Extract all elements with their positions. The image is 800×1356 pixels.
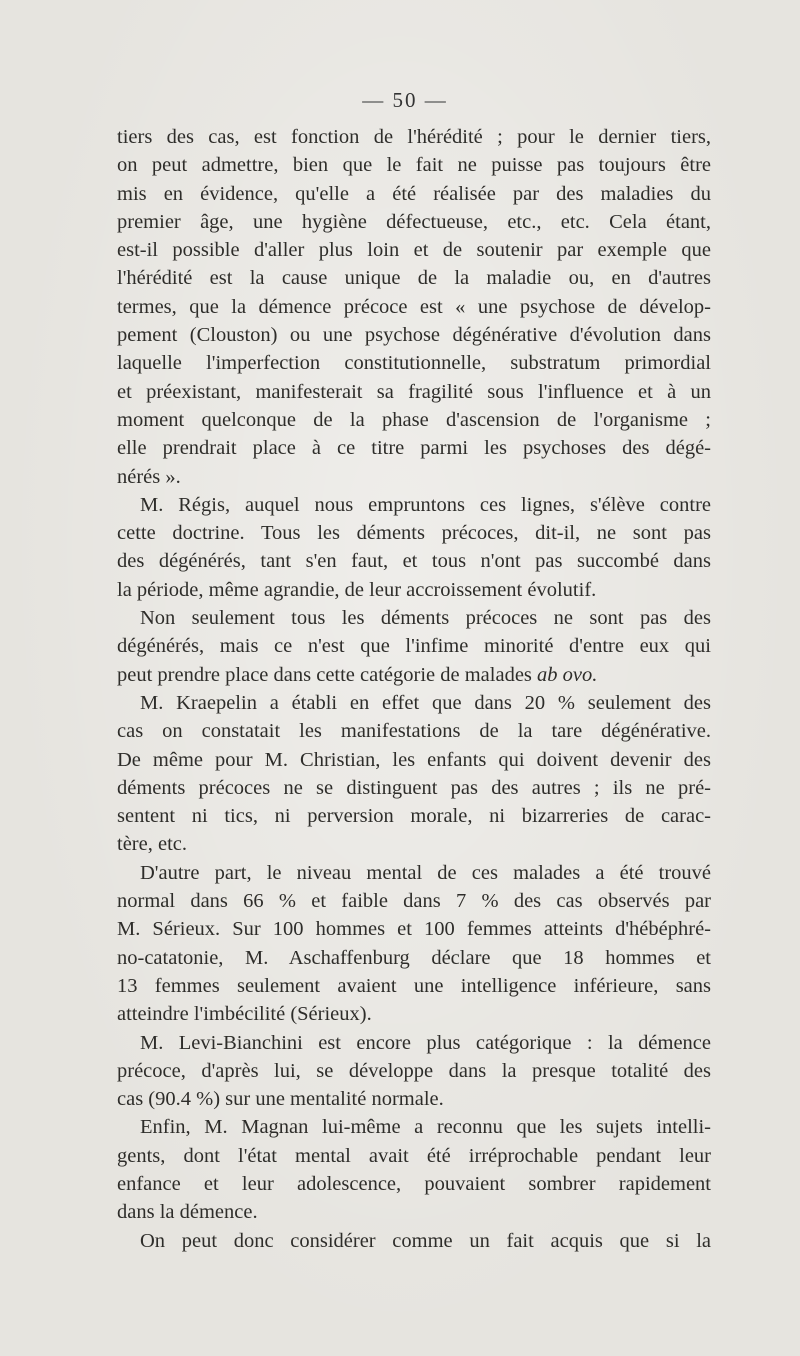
text-line [117, 1057, 711, 1085]
text-line-content: dégénérés, mais ce n'est que l'infime minorité d'entre eux qui [117, 635, 711, 658]
text-line-content: dans la démence. [117, 1201, 258, 1224]
text-line-content: atteindre l'imbécilité (Sérieux). [117, 1003, 372, 1026]
text-line-content: gents, dont l'état mental avait été irréprochable pendant leur [117, 1144, 711, 1167]
text-line [117, 1085, 711, 1113]
text-line-content: elle prendrait place à ce titre parmi les psychoses des dégé- [117, 437, 711, 460]
text-line [117, 802, 711, 830]
text-line-content: mis en évidence, qu'elle a été réalisée par des maladies du [117, 182, 711, 205]
text-line-content: cette doctrine. Tous les déments précoces, dit-il, ne sont pas [117, 522, 711, 545]
text-line [117, 944, 711, 972]
text-line [117, 1113, 711, 1141]
text-line [117, 689, 711, 717]
text-line-content: est-il possible d'aller plus loin et de soutenir par exemple que [117, 239, 711, 262]
text-line-content: Enfin, M. Magnan lui-même a reconnu que les sujets intelli- [140, 1116, 711, 1139]
text-line-content: no-catatonie, M. Aschaffenburg déclare que 18 hommes et [117, 946, 711, 969]
text-line [117, 859, 711, 887]
text-line-content: l'hérédité est la cause unique de la maladie ou, en d'autres [117, 267, 711, 290]
page-number: — 50 — [362, 88, 448, 112]
text-line-content: cas on constatait les manifestations de la tare dégénérative. [117, 720, 711, 743]
text-line-content: De même pour M. Christian, les enfants qui doivent devenir des [117, 748, 711, 771]
text-line-content: 13 femmes seulement avaient une intelligence inférieure, sans [117, 974, 711, 997]
text-line-content: nérés ». [117, 465, 181, 488]
text-line-content: M. Levi-Bianchini est encore plus catégorique : la démence [140, 1031, 711, 1054]
text-line-content: premier âge, une hygiène défectueuse, etc., etc. Cela étant, [117, 210, 711, 233]
text-line [117, 463, 711, 491]
text-line-content: Non seulement tous les déments précoces ne sont pas des [140, 607, 711, 630]
text-line-content: des dégénérés, tant s'en faut, et tous n'ont pas succombé dans [117, 550, 711, 573]
text-line [117, 1029, 711, 1057]
text-line-content: et préexistant, manifesterait sa fragilité sous l'influence et à un [117, 380, 711, 403]
text-line-content: M. Sérieux. Sur 100 hommes et 100 femmes atteints d'hébéphré- [117, 918, 711, 941]
text-line [117, 378, 711, 406]
text-line [117, 1000, 711, 1028]
text-line [117, 519, 711, 547]
text-line [117, 717, 711, 745]
text-line [117, 1227, 711, 1255]
text-line-content: moment quelconque de la phase d'ascension de l'organisme ; [117, 408, 711, 431]
text-line [117, 774, 711, 802]
body-text [117, 123, 711, 1255]
text-line [117, 915, 711, 943]
text-line [117, 293, 711, 321]
text-line [117, 151, 711, 179]
text-line [117, 830, 711, 858]
text-line [117, 887, 711, 915]
text-line-content: normal dans 66 % et faible dans 7 % des cas observés par [117, 890, 711, 913]
text-line-content: M. Kraepelin a établi en effet que dans 20 % seulement des [140, 691, 711, 714]
text-line-content: termes, que la démence précoce est « une psychose de dévelop- [117, 295, 711, 318]
text-line [117, 746, 711, 774]
text-line [117, 547, 711, 575]
text-line-content: cas (90.4 %) sur une mentalité normale. [117, 1088, 444, 1111]
text-line [117, 491, 711, 519]
text-line [117, 434, 711, 462]
italic-phrase: ab ovo. [537, 663, 598, 686]
text-line-content: M. Régis, auquel nous empruntons ces lignes, s'élève contre [140, 493, 711, 516]
text-line [117, 1170, 711, 1198]
text-line [117, 236, 711, 264]
text-line-content: sentent ni tics, ni perversion morale, ni bizarreries de carac- [117, 805, 711, 828]
text-line-content: enfance et leur adolescence, pouvaient sombrer rapidement [117, 1172, 711, 1195]
text-line-content: la période, même agrandie, de leur accroissement évolutif. [117, 578, 597, 601]
text-line [117, 972, 711, 1000]
text-line [117, 321, 711, 349]
text-line [117, 349, 711, 377]
text-line [117, 406, 711, 434]
text-line [117, 661, 711, 689]
text-line-content: D'autre part, le niveau mental de ces malades a été trouvé [140, 861, 711, 884]
text-line-content: On peut donc considérer comme un fait acquis que si la [140, 1229, 711, 1252]
text-line [117, 1198, 711, 1226]
text-line-content: déments précoces ne se distinguent pas des autres ; ils ne pré- [117, 776, 711, 799]
text-line [117, 632, 711, 660]
text-line-content: tère, etc. [117, 833, 187, 856]
text-line [117, 180, 711, 208]
text-line [117, 208, 711, 236]
text-line [117, 123, 711, 151]
text-line-content: tiers des cas, est fonction de l'hérédité ; pour le dernier tiers, [117, 126, 711, 148]
text-line [117, 576, 711, 604]
text-line-content: laquelle l'imperfection constitutionnelle, substratum primordial [117, 352, 711, 375]
text-line [117, 264, 711, 292]
text-line-content: peut prendre place dans cette catégorie de malades [117, 663, 532, 686]
text-line [117, 1142, 711, 1170]
text-line-content: on peut admettre, bien que le fait ne puisse pas toujours être [117, 154, 711, 177]
text-line-content: précoce, d'après lui, se développe dans la presque totalité des [117, 1059, 711, 1082]
text-line-content: pement (Clouston) ou une psychose dégénérative d'évolution dans [117, 324, 711, 347]
text-line [117, 604, 711, 632]
